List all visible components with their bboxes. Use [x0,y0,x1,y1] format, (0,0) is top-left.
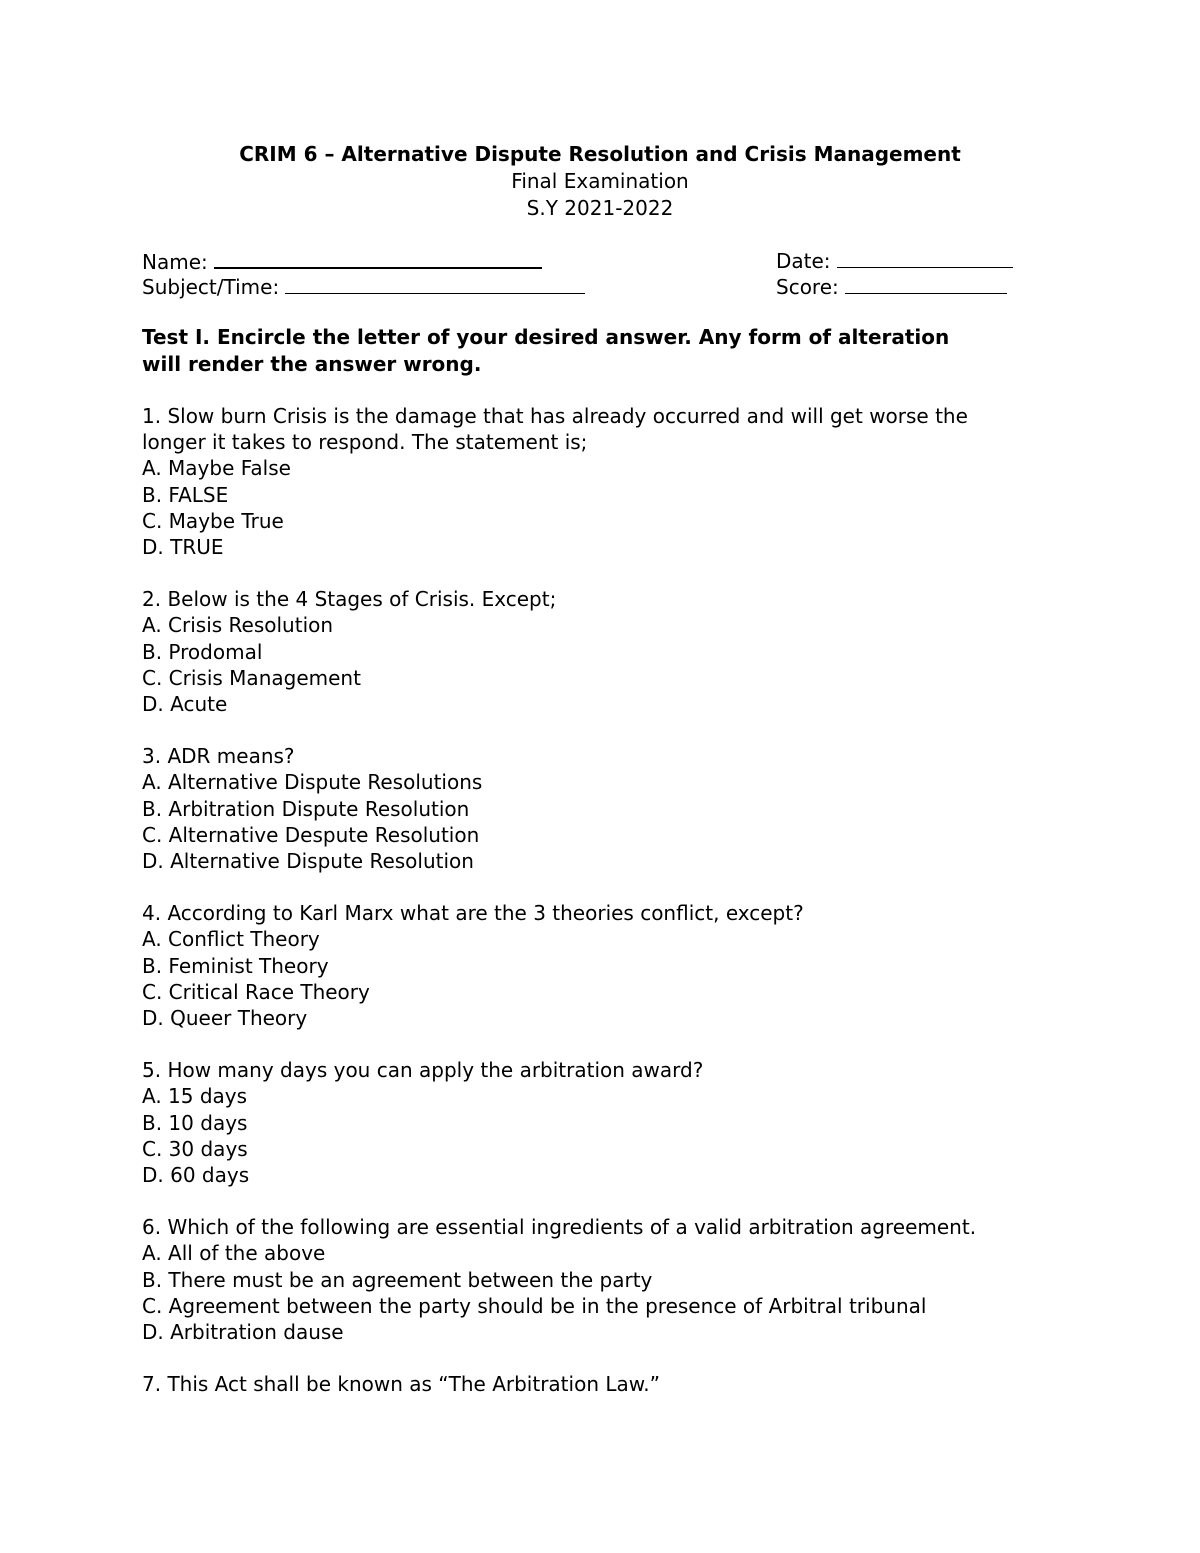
question-7 [142,1371,1062,1397]
question-1 [142,403,1062,560]
name-label: Name: [142,250,208,274]
question-4 [142,900,1062,1031]
answer-option-a[interactable]: A. Maybe False [142,456,291,481]
answer-option-b[interactable]: B. Prodomal [142,639,263,664]
instructions-line-2: will render the answer wrong. [142,352,482,376]
score-label: Score: [776,275,839,299]
answer-option-c[interactable]: C. Crisis Management [142,665,361,690]
name-blank-line[interactable] [214,247,542,269]
answer-option-d[interactable]: D. Alternative Dispute Resolution [142,849,474,874]
question-text: 6. Which of the following are essential ingredients of a valid arbitration agreement. [142,1215,977,1240]
answer-option-d[interactable]: D. Arbitration dause [142,1320,344,1345]
answer-option-d[interactable]: D. TRUE [142,535,224,560]
date-label: Date: [776,249,831,273]
question-text: 3. ADR means? [142,744,295,769]
score-field [776,273,1007,300]
answer-option-a[interactable]: A. 15 days [142,1084,248,1109]
question-5 [142,1057,1062,1188]
question-text: 7. This Act shall be known as “The Arbitration Law.” [142,1372,660,1397]
student-info [142,247,1042,299]
info-row-name-date [142,247,1042,273]
question-2 [142,586,1062,717]
answer-option-c[interactable]: C. Agreement between the party should be in the presence of Arbitral tribunal [142,1293,927,1318]
subject-field [142,273,585,300]
date-blank-line[interactable] [837,247,1013,268]
answer-option-a[interactable]: A. Crisis Resolution [142,613,334,638]
info-row-subject-score [142,273,1042,299]
question-text: 2. Below is the 4 Stages of Crisis. Except; [142,587,557,612]
exam-header [0,141,1200,222]
exam-type: Final Examination [511,169,689,193]
question-text: 1. Slow burn Crisis is the damage that has already occurred and will get worse the [142,404,968,428]
subject-blank-line[interactable] [285,273,585,294]
question-3 [142,743,1062,874]
answer-option-c[interactable]: C. Critical Race Theory [142,979,370,1004]
question-6 [142,1214,1062,1345]
school-year: S.Y 2021-2022 [526,196,674,220]
instructions-line-1: Test I. Encircle the letter of your desired answer. Any form of alteration [142,325,950,349]
answer-option-a[interactable]: A. All of the above [142,1241,326,1266]
answer-option-b[interactable]: B. FALSE [142,482,229,507]
date-field [776,247,1013,274]
question-text: 4. According to Karl Marx what are the 3 theories conflict, except? [142,901,804,926]
name-field [142,247,542,275]
answer-option-d[interactable]: D. 60 days [142,1163,250,1188]
answer-option-a[interactable]: A. Conflict Theory [142,927,320,952]
answer-option-b[interactable]: B. Feminist Theory [142,953,329,978]
test-instructions [142,324,1042,378]
answer-option-b[interactable]: B. There must be an agreement between the party [142,1267,653,1292]
answer-option-c[interactable]: C. Alternative Despute Resolution [142,822,480,847]
answer-option-c[interactable]: C. 30 days [142,1136,248,1161]
answer-option-b[interactable]: B. 10 days [142,1110,248,1135]
course-title: CRIM 6 – Alternative Dispute Resolution and Crisis Management [239,142,961,166]
score-blank-line[interactable] [845,273,1007,294]
answer-option-a[interactable]: A. Alternative Dispute Resolutions [142,770,483,795]
question-text: 5. How many days you can apply the arbitration award? [142,1058,704,1083]
answer-option-b[interactable]: B. Arbitration Dispute Resolution [142,796,470,821]
question-list [142,403,1062,1424]
question-text-continued: longer it takes to respond. The statement is; [142,430,588,455]
answer-option-c[interactable]: C. Maybe True [142,508,284,533]
answer-option-d[interactable]: D. Acute [142,692,228,717]
subject-label: Subject/Time: [142,275,280,299]
answer-option-d[interactable]: D. Queer Theory [142,1006,308,1031]
